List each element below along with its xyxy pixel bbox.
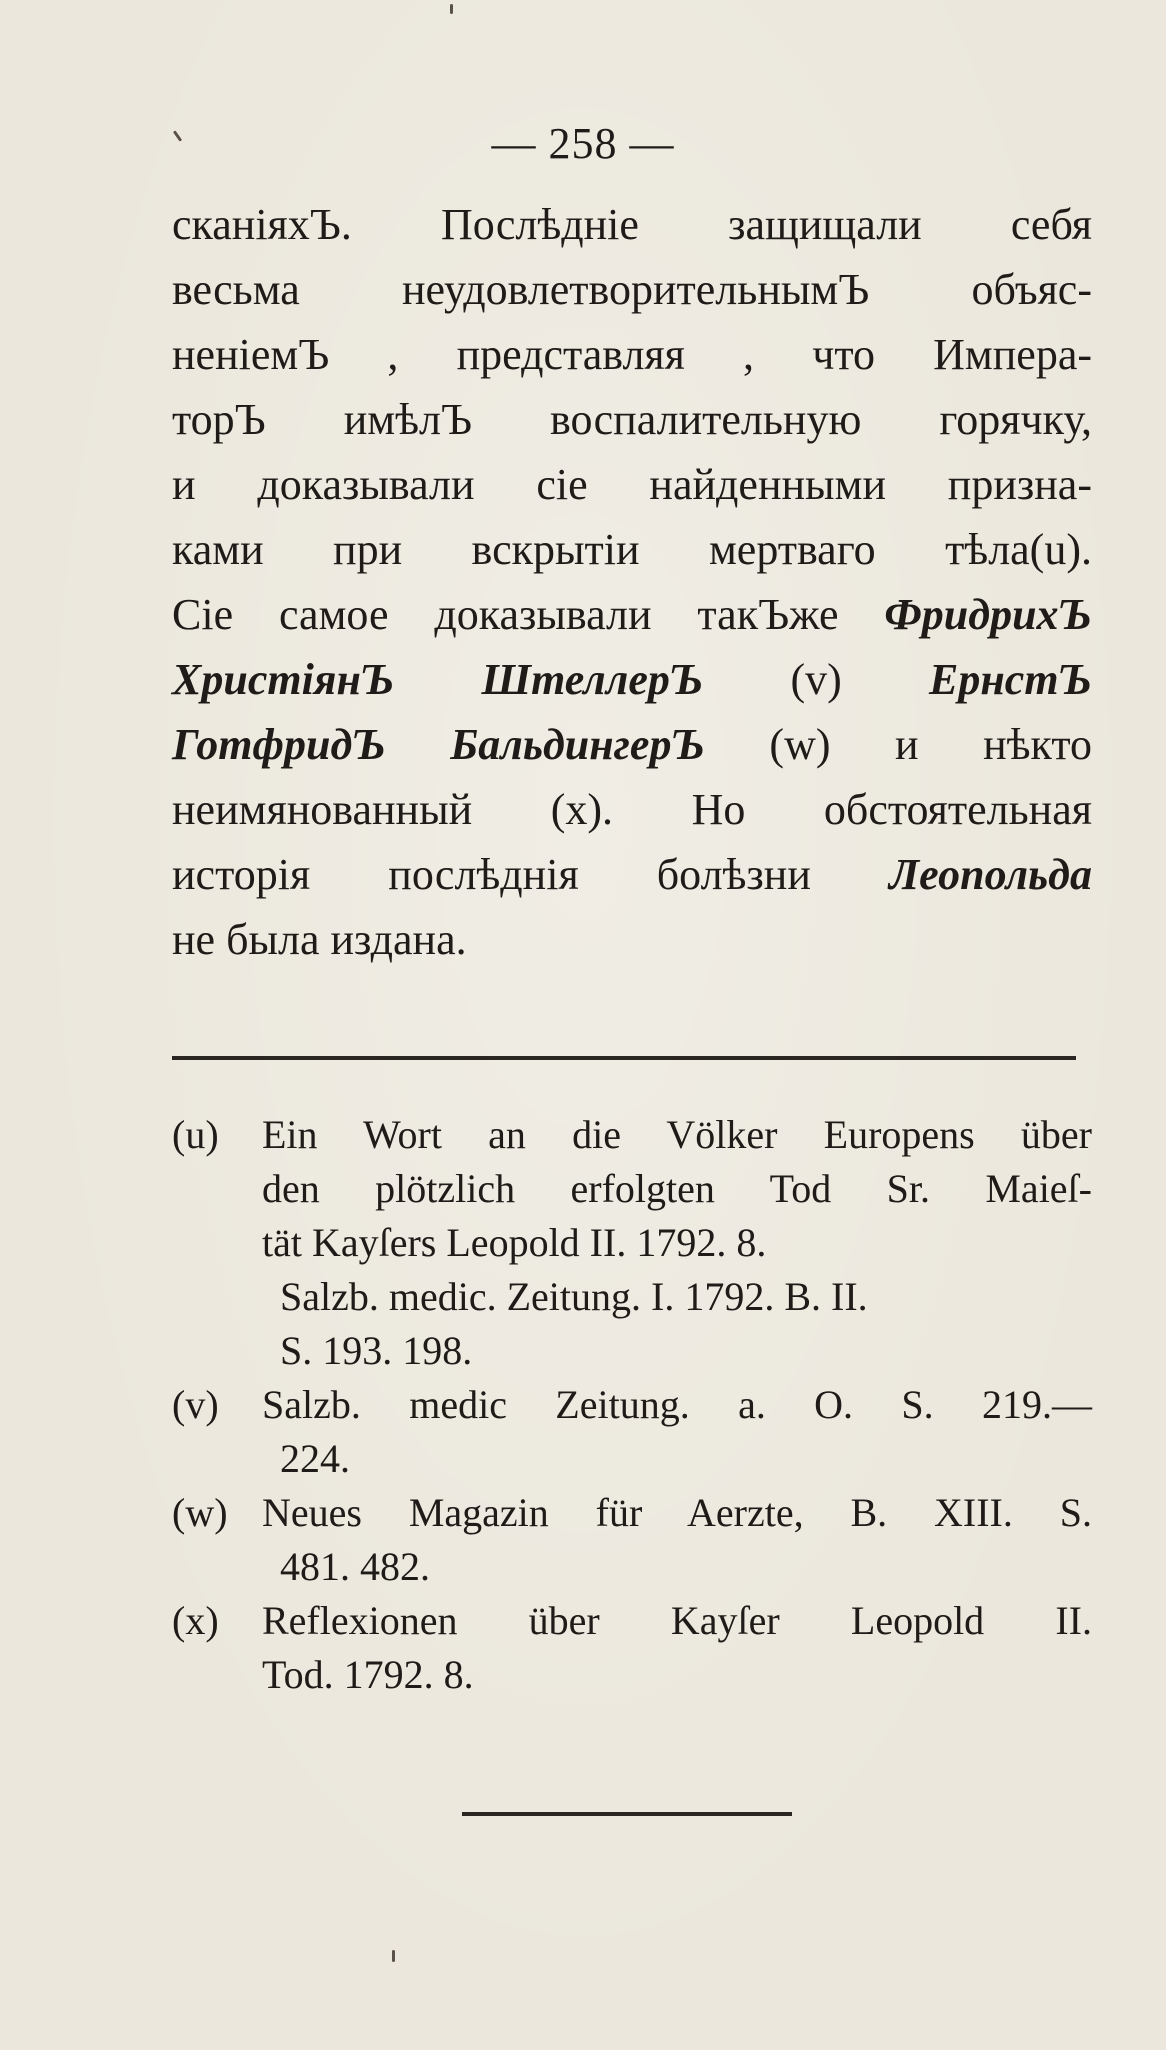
person-name: ХристіянЪ ШтеллерЪ (172, 655, 704, 704)
footnote (172, 1108, 1092, 1378)
footnote (172, 1486, 1092, 1594)
footnote-divider (172, 1056, 1076, 1060)
footnote-marker: (u) (172, 1112, 219, 1157)
text-line (172, 842, 1092, 907)
footnote-text (262, 1486, 1092, 1594)
text-line (172, 712, 1092, 777)
end-divider (462, 1812, 792, 1816)
footnote-line: 224. (280, 1436, 350, 1481)
footnotes (172, 1108, 1092, 1702)
text-line: и доказывали сіе найденными призна- (172, 460, 1092, 509)
text-fragment: Сіе самое доказывали такЪже (172, 590, 885, 639)
person-name: Леопольда (888, 850, 1092, 899)
footnote-line: Salzb. medic Zeitung. a. O. S. 219.— (262, 1382, 1092, 1427)
footnote-line: S. 193. 198. (280, 1328, 473, 1373)
footnote-line: Salzb. medic. Zeitung. I. 1792. B. II. (280, 1274, 868, 1319)
text-fragment: (v) (703, 655, 930, 704)
text-line: ками при вскрытіи мертваго тѣла(u). (172, 525, 1092, 574)
text-line (172, 582, 1092, 647)
page-number: — 258 — (491, 119, 675, 168)
text-fragment: скані (172, 200, 268, 249)
text-fragment: исторія послѣднія болѣзни (172, 850, 889, 899)
text-fragment: яхЪ. Послѣдніе защищали себя (267, 200, 1092, 249)
text-line (172, 192, 1092, 257)
footnote-text (262, 1594, 1092, 1702)
footnote-line: Ein Wort an die Völker Europens über (262, 1112, 1092, 1157)
footnote-marker: (x) (172, 1598, 219, 1643)
person-name: ЕрнстЪ (929, 655, 1092, 704)
footnote-text (262, 1378, 1092, 1486)
footnote-line: 481. 482. (280, 1544, 430, 1589)
footnote (172, 1594, 1092, 1702)
footnote-line: Neues Magazin für Aerzte, B. XIII. S. (262, 1490, 1092, 1535)
footnote-line: tät Kayſers Leopold II. 1792. 8. (262, 1220, 767, 1265)
footnote-text (262, 1108, 1092, 1378)
paper-speck (450, 4, 453, 14)
person-name: ФридрихЪ (884, 590, 1092, 639)
text-line: неніемЪ , представляя , что Импера- (172, 330, 1092, 379)
text-line: не была издана. (172, 915, 467, 964)
text-line: торЪ имѣлЪ воспалительную горячку, (172, 395, 1092, 444)
text-fragment: (w) и нѣкто (704, 720, 1092, 769)
main-text (172, 192, 1092, 972)
footnote-line: den plötzlich erfolgten Tod Sr. Maieſ- (262, 1166, 1092, 1211)
text-line: весьма неудовлетворительнымЪ объяс- (172, 265, 1092, 314)
person-name: ГотфридЪ БальдингерЪ (172, 720, 705, 769)
paper-speck (392, 1950, 395, 1962)
footnote-line: Tod. 1792. 8. (262, 1652, 474, 1697)
footnote (172, 1378, 1092, 1486)
footnote-line: Reflexionen über Kayſer Leopold II. (262, 1598, 1092, 1643)
footnote-marker: (w) (172, 1490, 228, 1535)
text-line: неимянованный (x). Но обстоятельная (172, 785, 1092, 834)
footnote-marker: (v) (172, 1382, 219, 1427)
text-line (172, 647, 1092, 712)
